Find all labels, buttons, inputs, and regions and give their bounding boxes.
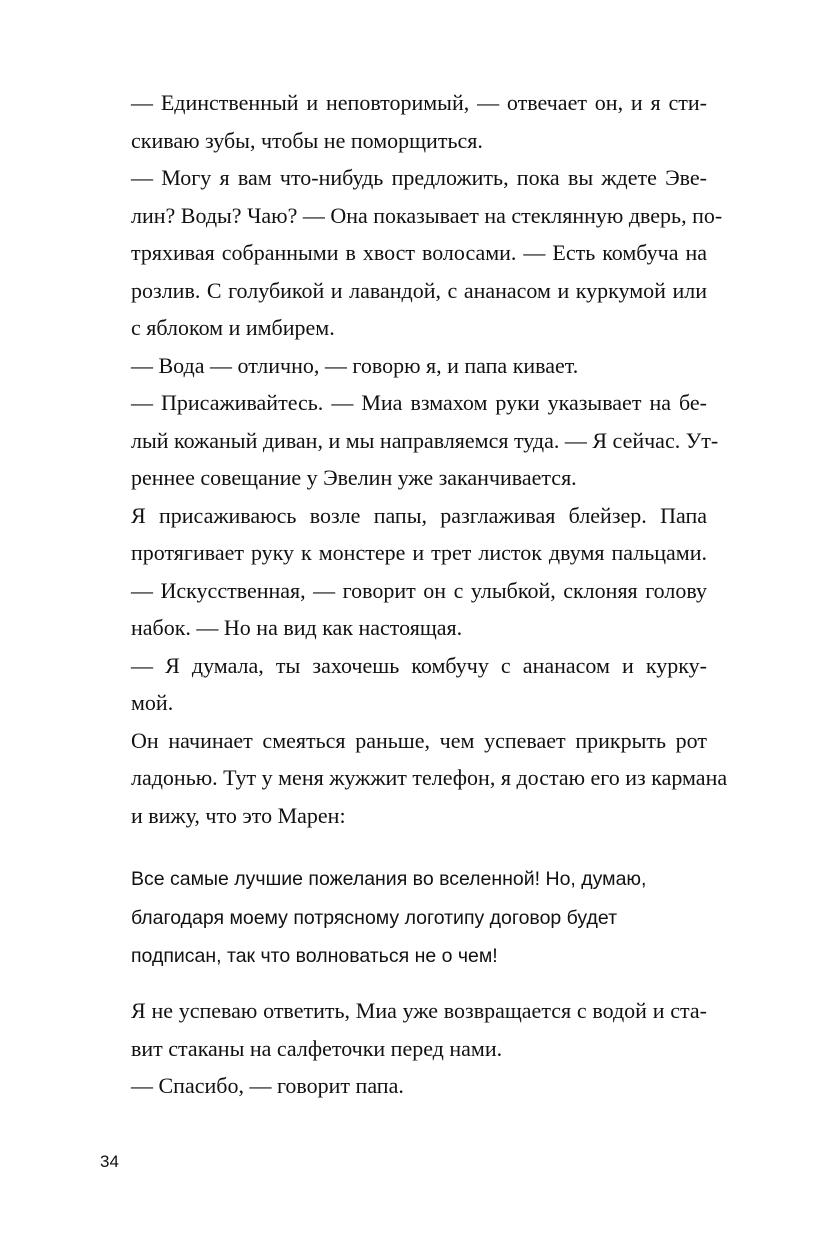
paragraph bbox=[131, 1067, 707, 1105]
text-line: — Я думала, ты захочешь комбучу с ананасом и курку- bbox=[131, 652, 707, 678]
text-line: лин? Воды? Чаю? — Она показывает на стеклянную дверь, по- bbox=[131, 202, 723, 228]
text-line: ладонью. Тут у меня жужжит телефон, я достаю его из кармана bbox=[131, 765, 728, 790]
text-line: Я присаживаюсь возле папы, разглаживая блейзер. Папа bbox=[131, 502, 707, 528]
text-line: тряхивая собранными в хвост волосами. — Есть комбуча на bbox=[131, 240, 707, 265]
text-line: — Спасибо, — говорит папа. bbox=[131, 1073, 404, 1098]
text-line: — Присаживайтесь. — Миа взмахом руки указывает на бе- bbox=[131, 390, 707, 415]
main-text bbox=[131, 84, 728, 834]
message-line: Все самые лучшие пожелания во вселенной! Но, думаю, bbox=[131, 868, 647, 890]
message-line: благодаря моему потрясному логотипу договор будет bbox=[131, 906, 618, 929]
paragraph bbox=[131, 384, 719, 497]
page-number: 34 bbox=[100, 1152, 119, 1171]
text-line: — Единственный и неповторимый, — отвечает он, и я сти- bbox=[131, 90, 707, 115]
text-message bbox=[131, 860, 707, 976]
text-line: набок. — Но на вид как настоящая. bbox=[131, 615, 463, 640]
text-line: Он начинает смеяться раньше, чем успевает прикрыть рот bbox=[131, 727, 707, 753]
text-line: протягивает руку к монстере и трет листок двумя пальцами. bbox=[131, 540, 707, 565]
text-line: скиваю зубы, чтобы не поморщиться. bbox=[131, 127, 483, 153]
paragraph bbox=[131, 572, 707, 647]
paragraph bbox=[131, 347, 707, 385]
paragraph bbox=[131, 992, 707, 1067]
text-line: — Могу я вам что-нибудь предложить, пока вы ждете Эве- bbox=[131, 165, 707, 190]
paragraph bbox=[131, 84, 707, 159]
text-line: с яблоком и имбирем. bbox=[131, 315, 335, 340]
text-line: и вижу, что это Марен: bbox=[131, 802, 346, 828]
text-line: Я не успеваю ответить, Миа уже возвращается с водой и ста- bbox=[131, 998, 707, 1023]
paragraph bbox=[131, 159, 723, 347]
paragraph bbox=[131, 722, 728, 835]
paragraph bbox=[131, 497, 707, 572]
message-line: подписан, так что волноваться не о чем! bbox=[131, 945, 498, 967]
text-line: — Вода — отлично, — говорю я, и папа кивает. bbox=[131, 352, 579, 378]
text-line: лый кожаный диван, и мы направляемся туда. — Я сейчас. Ут- bbox=[131, 427, 719, 453]
text-line: розлив. С голубикой и лавандой, с ананасом и куркумой или bbox=[131, 277, 707, 303]
paragraph bbox=[131, 647, 707, 722]
text-line: вит стаканы на салфеточки перед нами. bbox=[131, 1035, 503, 1061]
closing-text bbox=[131, 992, 707, 1105]
text-line: — Искусственная, — говорит он с улыбкой, склоняя голову bbox=[131, 577, 707, 603]
text-line: мой. bbox=[131, 690, 174, 715]
text-line: реннее совещание у Эвелин уже заканчивается. bbox=[131, 465, 577, 490]
